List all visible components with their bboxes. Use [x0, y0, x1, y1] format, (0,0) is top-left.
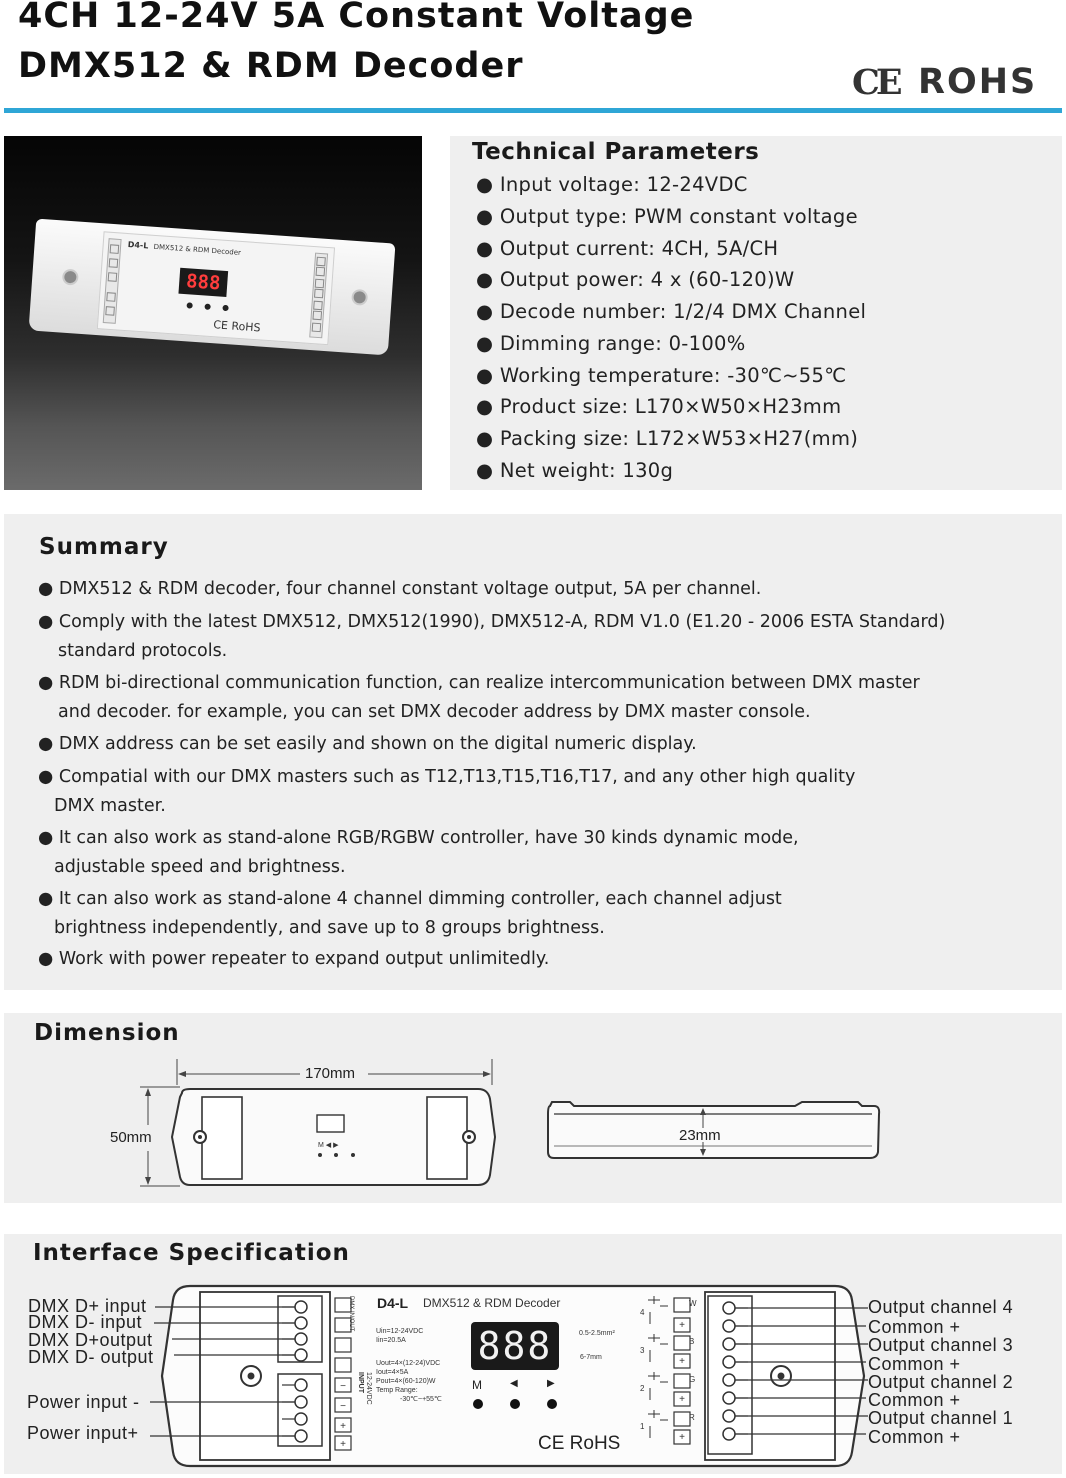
device-title: DMX512 & RDM Decoder [153, 242, 242, 257]
summary-item: ● DMX address can be set easily and shown on the digital numeric display. [38, 734, 697, 754]
button-right-label: ▶ [547, 1378, 555, 1389]
output-channel-3-label: Output channel 3 [868, 1335, 1014, 1355]
screw-right [351, 289, 368, 306]
interface-device-title: DMX512 & RDM Decoder [423, 1296, 561, 1310]
channel-number-1: 1 [640, 1422, 645, 1431]
title-line-1: 4CH 12-24V 5A Constant Voltage [18, 0, 695, 36]
width-label: 50mm [110, 1129, 152, 1146]
device-display: 888 [178, 268, 228, 297]
summary-item: ● It can also work as stand-alone RGB/RGBW controller, have 30 kinds dynamic mode, [38, 828, 799, 848]
common-plus-label: Common + [868, 1390, 961, 1410]
tech-param-item: ● Output power: 4 x (60-120)W [476, 268, 795, 291]
common-plus-label: Common + [868, 1354, 961, 1374]
channel-tag-r: R [689, 1413, 695, 1422]
tech-param-item: ● Output current: 4CH, 5A/CH [476, 237, 779, 260]
interface-heading: Interface Specification [33, 1240, 350, 1266]
wire-gauge: 0.5-2.5mm² [579, 1330, 615, 1337]
summary-item: ● Compatial with our DMX masters such as T12,T13,T15,T16,T17, and any other high quality [38, 767, 856, 787]
dimension-heading: Dimension [34, 1020, 180, 1046]
title-line-2: DMX512 & RDM Decoder [18, 46, 524, 86]
product-photo [4, 136, 422, 490]
button-m-label: M [472, 1378, 482, 1392]
device-marking: CE RoHS [212, 318, 261, 335]
channel-number-3: 3 [640, 1346, 645, 1355]
summary-heading: Summary [39, 534, 169, 560]
button-left-label: ◀ [510, 1378, 518, 1389]
summary-item-cont: and decoder. for example, you can set DMX decoder address by DMX master console. [58, 702, 811, 722]
tech-param-item: ● Dimming range: 0-100% [476, 332, 746, 355]
dmx-inout-label: DMX IN/OUT [348, 1296, 354, 1332]
tech-param-item: ● Output type: PWM constant voltage [476, 205, 858, 228]
tech-param-item: ● Product size: L170×W50×H23mm [476, 395, 842, 418]
power-input-minus-label: Power input - [27, 1392, 140, 1412]
dmx-d-minus-output-label: DMX D- output [28, 1347, 154, 1367]
svg-text:−: − [340, 1381, 346, 1392]
input-ratings: Uin=12-24VDC Iin=20.5A [376, 1328, 424, 1344]
common-plus-label: Common + [868, 1427, 961, 1447]
dmx-terminals [102, 237, 124, 326]
interface-display: 888 [477, 1324, 553, 1368]
output-ratings: Uout=4×(12-24)VDC Iout=4×5A Pout=4×(60-120)W Temp Range: -30℃~+55℃ [376, 1360, 442, 1403]
ce-mark: CE [852, 62, 899, 103]
tech-param-item: ● Working temperature: -30℃~55℃ [476, 364, 847, 387]
channel-tag-b: B [689, 1337, 695, 1346]
rohs-mark: ROHS [918, 62, 1038, 102]
tech-param-item: ● Input voltage: 12-24VDC [476, 173, 748, 196]
interface-marking: CE RoHS [538, 1433, 621, 1454]
summary-item-cont: adjustable speed and brightness. [54, 857, 346, 877]
dmx-d-plus-input-label: DMX D+ input [28, 1296, 147, 1316]
svg-text:M ◀ ▶: M ◀ ▶ [318, 1142, 339, 1149]
svg-text:+: + [679, 1320, 685, 1331]
summary-item: ● RDM bi-directional communication function, can realize intercommunication between DMX master [38, 673, 920, 693]
dmx-d-plus-output-label: DMX D+output [28, 1330, 153, 1350]
summary-item-cont: standard protocols. [58, 641, 228, 661]
output-channel-4-label: Output channel 4 [868, 1297, 1014, 1317]
power-input-plus-label: Power input+ [27, 1423, 139, 1443]
output-channel-1-label: Output channel 1 [868, 1408, 1014, 1428]
device-buttons [185, 300, 236, 313]
tech-param-item: ● Decode number: 1/2/4 DMX Channel [476, 300, 867, 323]
strip-length: 6-7mm [580, 1354, 602, 1361]
svg-text:+: + [340, 1421, 346, 1432]
summary-item: ● DMX512 & RDM decoder, four channel constant voltage output, 5A per channel. [38, 579, 762, 599]
output-channel-2-label: Output channel 2 [868, 1372, 1014, 1392]
height-label: 23mm [679, 1127, 721, 1144]
tech-param-item: ● Net weight: 130g [476, 459, 674, 482]
svg-text:−: − [340, 1401, 346, 1412]
tech-params-heading: Technical Parameters [472, 139, 760, 165]
input-voltage-label: 12-24VDC [365, 1372, 372, 1405]
summary-item: ● It can also work as stand-alone 4 channel dimming controller, each channel adjust [38, 889, 782, 909]
common-plus-label: Common + [868, 1317, 961, 1337]
channel-number-4: 4 [640, 1308, 645, 1317]
output-terminals [298, 250, 330, 340]
channel-tag-g: G [689, 1375, 696, 1384]
channel-tag-w: W [689, 1299, 697, 1308]
svg-text:+: + [679, 1356, 685, 1367]
summary-item-cont: DMX master. [54, 796, 166, 816]
channel-number-2: 2 [640, 1384, 645, 1393]
dmx-d-minus-input-label: DMX D- input [28, 1312, 143, 1332]
svg-text:+: + [679, 1432, 685, 1443]
decoder-device [29, 219, 396, 356]
length-label: 170mm [305, 1065, 356, 1082]
tech-param-item: ● Packing size: L172×W53×H27(mm) [476, 427, 859, 450]
screw-left [62, 269, 79, 286]
svg-text:+: + [340, 1439, 346, 1450]
summary-item: ● Comply with the latest DMX512, DMX512(1990), DMX512-A, RDM V1.0 (E1.20 - 2006 ESTA Standard) [38, 612, 946, 632]
svg-text:+: + [679, 1394, 685, 1405]
header-divider [4, 108, 1062, 113]
summary-item: ● Work with power repeater to expand output unlimitedly. [38, 949, 550, 969]
input-label: INPUT [357, 1372, 364, 1393]
device-face [97, 231, 335, 345]
summary-item-cont: brightness independently, and save up to 8 groups brightness. [54, 918, 605, 938]
device-model: D4-L [127, 240, 149, 251]
interface-model: D4-L [377, 1295, 409, 1311]
